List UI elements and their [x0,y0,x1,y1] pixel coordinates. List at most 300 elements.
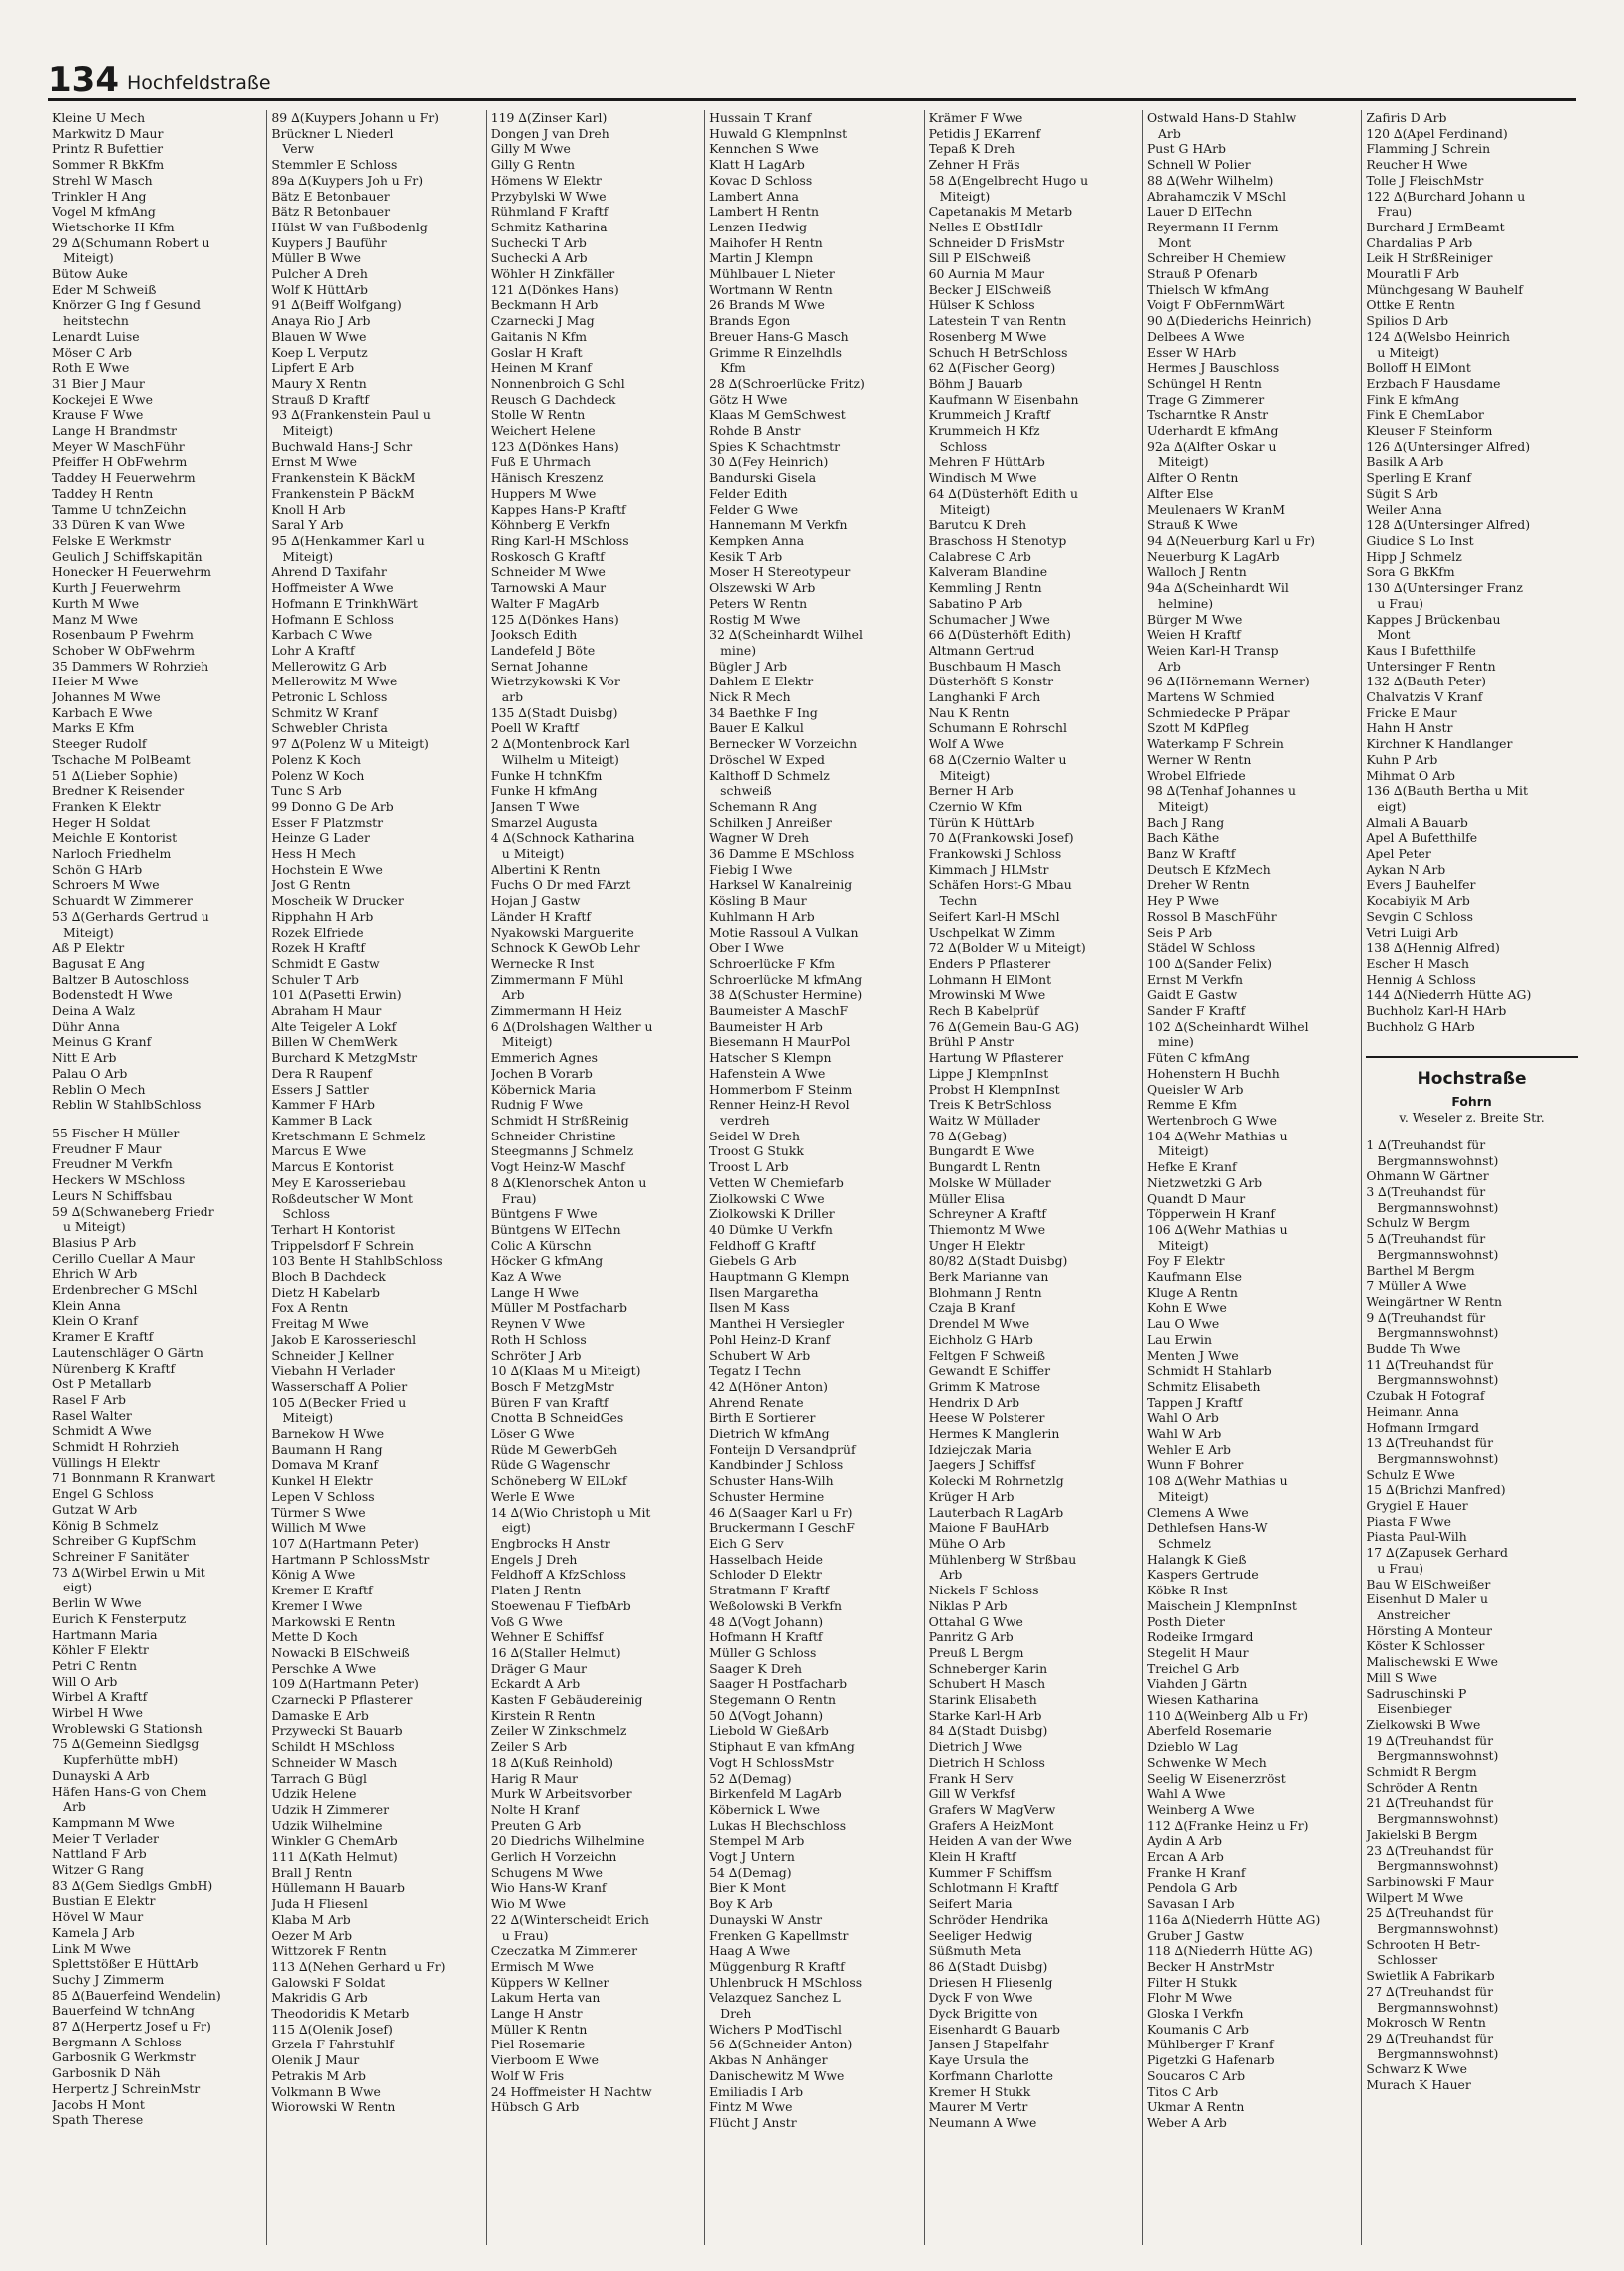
directory-entry: Kohn E Wwe [1146,1300,1227,1316]
directory-entry: Nick R Mech [709,689,791,705]
directory-entry: Nowacki B ElSchweiß [271,1644,410,1660]
directory-entry: Giebels G Arb [709,1253,797,1269]
directory-entry: Dröschel W Exped [709,751,825,767]
directory-entry: Kaus I Bufetthilfe [1366,642,1476,658]
directory-entry: Garbosnik G Werkmstr [52,2049,196,2065]
directory-entry: Kesik T Arb [709,548,783,564]
directory-entry: 62 ∆(Fischer Georg) [928,360,1056,376]
directory-entry: Engbrocks H Anstr [490,1535,610,1551]
directory-entry: Franke H Kranf [1146,1864,1246,1880]
directory-entry: Wahl A Wwe [1146,1786,1226,1802]
directory-entry: Quandt D Maur [1146,1190,1246,1206]
directory-entry: Krüger H Arb [928,1488,1015,1504]
directory-entry: Panritz G Arb [928,1629,1014,1645]
directory-entry: Schneider M Wwe [490,564,606,580]
directory-entry: Bungardt E Wwe [928,1143,1035,1159]
directory-entry: Wahl O Arb [1146,1410,1219,1426]
directory-entry: Hennig A Schloss [1366,971,1476,987]
directory-entry: Kupferhütte mbH) [63,1752,179,1768]
directory-entry: Wroblewski G Stationsh [52,1720,203,1736]
directory-entry: Roth H Schloss [490,1331,587,1347]
directory-entry: Kockejei E Wwe [52,391,153,407]
directory-entry: Müller K Rentn [490,2021,588,2037]
directory-entry: Ostwald Hans-D Stahlw [1146,110,1297,125]
directory-entry: Kuhlmann H Arb [709,908,815,924]
directory-entry: 100 ∆(Sander Felix) [1146,955,1273,971]
directory-entry: 46 ∆(Saager Karl u Fr) [709,1504,853,1520]
directory-entry: Brückner L Niederl [271,125,394,141]
directory-entry: Viahden J Gärtn [1146,1676,1248,1692]
directory-entry: Bolloff H ElMont [1366,360,1471,376]
directory-entry: Dräger G Maur [490,1660,587,1676]
directory-entry: 91 ∆(Beiff Wolfgang) [271,297,402,313]
directory-entry: Vüllings H Elektr [52,1454,160,1470]
directory-entry: 118 ∆(Niederrh Hütte AG) [1146,1943,1313,1959]
directory-entry: 1 ∆(Treuhandst für [1366,1136,1486,1152]
directory-entry: Eich G Serv [709,1535,784,1551]
directory-entry: Ottahal G Wwe [928,1613,1023,1629]
directory-entry: Remme E Kfm [1146,1097,1237,1113]
directory-entry: Klein Anna [52,1297,121,1313]
directory-entry: Voß G Wwe [490,1613,563,1629]
directory-entry: Miteigt) [1157,454,1209,470]
directory-entry: arb [501,689,524,705]
directory-entry: 51 ∆(Lieber Sophie) [52,767,178,783]
directory-entry: Kuypers J Bauführ [271,234,387,250]
directory-entry: Jooksch Edith [490,627,578,643]
directory-entry: Dietrich J Wwe [928,1739,1023,1755]
directory-entry: Aykan N Arb [1366,861,1446,877]
directory-entry: 28 ∆(Schroerlücke Fritz) [709,375,865,391]
directory-entry: Waterkamp F Schrein [1146,736,1284,752]
directory-entry: 70 ∆(Frankowski Josef) [928,830,1074,846]
directory-entry: Driesen H Fliesenlg [928,1974,1053,1990]
directory-entry: Bergmannswohnst) [1377,1372,1499,1388]
directory-entry: 11 ∆(Treuhandst für [1366,1356,1494,1372]
directory-entry: Zielkowski B Wwe [1366,1716,1481,1732]
directory-entry: Weichert Helene [490,423,596,439]
directory-entry: Marcus E Kontorist [271,1159,394,1175]
directory-entry: Feldhoff G Kraftf [709,1237,816,1253]
directory-entry: Schumann E Rohrschl [928,720,1067,736]
directory-entry: Freudner F Maur [52,1140,162,1156]
street-subheading: v. Weseler z. Breite Str. [1399,1110,1545,1126]
directory-entry: Nitt E Arb [52,1050,117,1066]
directory-entry: Fuß E Uhrmach [490,454,591,470]
directory-entry: 85 ∆(Bauerfeind Wendelin) [52,1987,221,2003]
directory-entry: Heckers W MSchloss [52,1172,186,1188]
directory-entry: Müller Elisa [928,1190,1006,1206]
directory-entry: Buchholz Karl-H HArb [1366,1003,1507,1019]
directory-entry: 95 ∆(Henkammer Karl u [271,532,425,548]
directory-entry: Schneider D FrisMstr [928,234,1065,250]
directory-entry: 3 ∆(Treuhandst für [1366,1184,1486,1199]
directory-entry: 94a ∆(Scheinhardt Wil [1146,580,1289,596]
directory-entry: Wiorowski W Rentn [271,2099,396,2115]
directory-entry: 72 ∆(Bolder W u Miteigt) [928,940,1086,956]
page-number: 134 [48,60,119,100]
directory-entry: Zeiler W Zinkschmelz [490,1723,627,1739]
directory-entry: Eckardt A Arb [490,1676,581,1692]
directory-entry: Wöhler H Zinkfäller [490,266,615,282]
directory-entry: Deina A Walz [52,1003,135,1019]
directory-entry: Strauß K Wwe [1146,517,1238,533]
directory-entry: 73 ∆(Wirbel Erwin u Mit [52,1564,205,1580]
directory-entry: Rosenbaum P Fwehrm [52,627,194,643]
directory-entry: Apel A Bufetthilfe [1366,830,1478,846]
directory-entry: Schloss [939,438,988,454]
directory-entry: Flohr M Wwe [1146,1990,1233,2006]
directory-entry: 104 ∆(Wehr Mathias u [1146,1128,1288,1143]
directory-entry: Arb [1157,125,1181,141]
directory-entry: Bügler J Arb [709,658,788,674]
directory-entry: Windisch M Wwe [928,470,1037,486]
directory-entry: Kirstein R Rentn [490,1707,596,1723]
directory-entry: Rostig M Wwe [709,611,801,627]
directory-entry: 130 ∆(Untersinger Franz [1366,580,1523,596]
directory-entry: Schröder Hendrika [928,1911,1049,1927]
directory-entry: Kalveram Blandine [928,564,1048,580]
directory-entry: Preuten G Arb [490,1817,582,1833]
directory-entry: Vogt H SchlossMstr [709,1754,834,1770]
directory-entry: Thielsch W kfmAng [1146,281,1270,297]
directory-entry: Süßmuth Meta [928,1943,1022,1959]
directory-entry: Schloder D Elektr [709,1567,822,1583]
directory-entry: Schäfen Horst-G Mbau [928,877,1072,893]
directory-entry: Pohl Heinz-D Kranf [709,1331,831,1347]
directory-entry: Renner Heinz-H Revol [709,1097,850,1113]
directory-entry: Polenz K Koch [271,751,361,767]
directory-entry: Ziolkowski C Wwe [709,1190,825,1206]
directory-entry: Kennchen S Wwe [709,141,819,157]
directory-entry: Hafenstein A Wwe [709,1065,826,1081]
directory-entry: Maurer M Vertr [928,2099,1028,2115]
directory-entry: Meyer W MaschFühr [52,438,185,454]
directory-entry: Neumann A Wwe [928,2115,1037,2130]
directory-entry: 7 Müller A Wwe [1366,1278,1467,1294]
directory-entry: Chardalias P Arb [1366,234,1473,250]
directory-entry: Mill S Wwe [1366,1669,1437,1685]
directory-entry: Damaske E Arb [271,1707,369,1723]
directory-entry: Hülst W van Fußbodenlg [271,219,428,234]
directory-entry: Kleine U Mech [52,110,146,125]
directory-entry: Treichel G Arb [1146,1660,1240,1676]
directory-entry: 89a ∆(Kuypers Joh u Fr) [271,172,424,188]
directory-entry: Karbach E Wwe [52,704,153,720]
directory-entry: Fonteijn D Versandprüf [709,1441,856,1457]
directory-entry: Will O Arb [52,1673,118,1689]
directory-entry: Höcker G kfmAng [490,1253,604,1269]
directory-entry: Abraham H Maur [271,1003,382,1019]
directory-entry: Bätz R Betonbauer [271,204,391,220]
directory-entry: Petri C Rentn [52,1657,137,1673]
directory-entry: Heimann Anna [1366,1403,1459,1419]
directory-entry: Strauß P Ofenarb [1146,266,1258,282]
directory-entry: Tunc S Arb [271,783,342,799]
directory-entry: Becker H AnstrMstr [1146,1958,1274,1974]
directory-entry: Lange H Brandmstr [52,423,177,439]
directory-entry: 93 ∆(Frankenstein Paul u [271,407,431,423]
directory-entry: Sander F Kraftf [1146,1003,1246,1019]
directory-entry: Palau O Arb [52,1065,128,1081]
directory-entry: Flücht J Anstr [709,2115,797,2130]
directory-entry: Berner H Arb [928,783,1014,799]
directory-entry: Albertini K Rentn [490,861,601,877]
directory-entry: 92a ∆(Alfter Oskar u [1146,438,1277,454]
directory-entry: 29 ∆(Treuhandst für [1366,2030,1494,2045]
directory-entry: Landefeld J Böte [490,642,596,658]
directory-entry: 111 ∆(Kath Helmut) [271,1849,398,1865]
directory-entry: Seidel W Dreh [709,1128,800,1143]
directory-entry: Klein O Kranf [52,1313,138,1329]
directory-entry: Marks E Kfm [52,720,135,736]
directory-entry: Grygiel E Hauer [1366,1498,1468,1514]
directory-entry: Udzik Helene [271,1786,357,1802]
directory-entry: 116a ∆(Niederrh Hütte AG) [1146,1911,1321,1927]
directory-entry: Nickels F Schloss [928,1583,1039,1598]
directory-entry: Stempel M Arb [709,1833,805,1849]
directory-entry: Jakielski B Bergm [1366,1826,1478,1842]
directory-entry: Bernecker W Vorzeichn [709,736,858,752]
directory-entry: Hauptmann G Klempn [709,1269,850,1285]
directory-entry: Tarrach G Bügl [271,1770,367,1786]
directory-entry: Saager H Postfacharb [709,1676,848,1692]
directory-entry: Köbernick L Wwe [709,1801,820,1817]
directory-entry: Bungardt L Rentn [928,1159,1041,1175]
directory-entry: Tappen J Kraftf [1146,1394,1243,1410]
directory-entry: Birth E Sortierer [709,1410,816,1426]
directory-entry: Birkenfeld M LagArb [709,1786,842,1802]
directory-entry: 30 ∆(Fey Heinrich) [709,454,829,470]
directory-entry: Frank H Serv [928,1770,1014,1786]
directory-entry: 29 ∆(Schumann Robert u [52,234,210,250]
directory-entry: Klatt H LagArb [709,157,805,173]
directory-entry: verdreh [720,1113,770,1128]
directory-entry: Ehrich W Arb [52,1266,138,1282]
directory-entry: Blauen W Wwe [271,328,367,344]
directory-entry: Biesemann H MaurPol [709,1034,851,1050]
directory-entry: Czernio W Kfm [928,798,1023,814]
directory-entry: Schuch H BetrSchloss [928,344,1068,360]
directory-entry: Domava M Kranf [271,1457,379,1473]
directory-entry: Kolecki M Rohrnetzlg [928,1473,1064,1489]
directory-entry: Schubert W Arb [709,1347,811,1363]
directory-entry: Rasel Walter [52,1407,132,1423]
directory-entry: Makridis G Arb [271,1990,368,2006]
directory-entry: Müller B Wwe [271,250,361,266]
directory-entry: Juda H Fliesenl [271,1896,368,1912]
directory-entry: Miteigt) [1157,1237,1209,1253]
directory-entry: Bergmannswohnst) [1377,1999,1499,2015]
directory-entry: Schroers M Wwe [52,877,160,893]
directory-entry: König B Schmelz [52,1517,159,1533]
directory-entry: Kaufmann W Eisenbahn [928,391,1079,407]
directory-entry: Menten J Wwe [1146,1347,1239,1363]
directory-entry: helmine) [1157,595,1214,611]
directory-entry: Bodenstedt H Wwe [52,987,173,1003]
directory-entry: Alfter Else [1146,485,1214,501]
directory-columns [48,110,1580,2245]
directory-entry: Hochstein E Wwe [271,861,383,877]
directory-entry: Bau W ElSchweißer [1366,1576,1491,1591]
directory-entry: Buchwald Hans-J Schr [271,438,413,454]
directory-entry: Pulcher A Dreh [271,266,368,282]
directory-entry: Untersinger F Rentn [1366,658,1496,674]
directory-entry: Almali A Bauarb [1366,814,1468,830]
directory-entry: Miteigt) [1157,1488,1209,1504]
directory-entry: Jansen T Wwe [490,798,580,814]
directory-entry: Walter F MagArb [490,595,600,611]
directory-entry: 25 ∆(Treuhandst für [1366,1905,1494,1921]
directory-entry: Heinze G Lader [271,830,370,846]
directory-entry: Niklas P Arb [928,1597,1008,1613]
directory-entry: Frau) [501,1190,537,1206]
directory-entry: Honecker H Feuerwehrm [52,564,212,580]
directory-entry: Hermes J Bauschloss [1146,360,1280,376]
directory-entry: Mihmat O Arb [1366,767,1455,783]
directory-entry: Koumanis C Arb [1146,2021,1249,2037]
directory-entry: Thiemontz M Wwe [928,1221,1046,1237]
directory-entry: mine) [720,642,757,658]
directory-entry: Schreyner A Kraftf [928,1206,1047,1222]
directory-entry: u Frau) [1377,1560,1423,1576]
directory-entry: Baumeister A MaschF [709,1003,849,1019]
directory-entry: Vetten W Chemiefarb [709,1174,844,1190]
directory-entry: Büntgens F Wwe [490,1206,598,1222]
directory-entry: Nau K Rentn [928,704,1010,720]
directory-entry: Abrahamczik V MSchl [1146,188,1287,204]
directory-entry: Töpperwein H Kranf [1146,1206,1276,1222]
directory-entry: Wolf A Wwe [928,736,1004,752]
directory-entry: Herpertz J SchreinMstr [52,2080,201,2096]
directory-entry: Markowski E Rentn [271,1613,396,1629]
directory-entry: Czubak H Fotograf [1366,1388,1485,1404]
directory-entry: Wunn F Bohrer [1146,1457,1244,1473]
directory-entry: Schreiber H Chemiew [1146,250,1286,266]
directory-entry: Schuardt W Zimmerer [52,893,193,909]
directory-entry: Dyck Brigitte von [928,2006,1038,2022]
directory-entry: Baumeister H Arb [709,1018,823,1034]
directory-entry: Meichle E Kontorist [52,830,178,846]
directory-column [1142,110,1361,2245]
directory-entry: Taddey H Feuerwehrm [52,470,196,486]
directory-entry: Baumann H Rang [271,1441,383,1457]
directory-entry: Wio Hans-W Kranf [490,1880,607,1896]
directory-entry: Arb [501,987,525,1003]
directory-entry: Möser C Arb [52,344,132,360]
directory-entry: Weien Karl-H Transp [1146,642,1279,658]
directory-entry: Schrooten H Betr- [1366,1936,1481,1952]
directory-entry: Voigt F ObFernmWärt [1146,297,1285,313]
directory-entry: Vetri Luigi Arb [1366,924,1459,940]
directory-entry: 48 ∆(Vogt Johann) [709,1613,824,1629]
directory-entry: Anstreicher [1377,1606,1451,1622]
directory-entry: Engels J Dreh [490,1551,578,1567]
directory-entry: Eurich K Fensterputz [52,1610,187,1626]
directory-entry: Jansen J Stapelfahr [928,2037,1049,2052]
directory-entry: 121 ∆(Dönkes Hans) [490,281,619,297]
directory-entry: Uhlenbruck H MSchloss [709,1974,863,1990]
directory-entry: Suchecki T Arb [490,234,587,250]
directory-entry: Langhanki F Arch [928,689,1041,705]
directory-entry: Leurs N Schiffsbau [52,1187,173,1203]
directory-entry: Kasten F Gebäudereinig [490,1692,643,1708]
directory-entry: Pigetzki G Hafenarb [1146,2052,1275,2068]
directory-entry: Kaye Ursula the [928,2052,1029,2068]
directory-entry: Hefke E Kranf [1146,1159,1237,1175]
directory-entry: Zafiris D Arb [1366,110,1447,125]
directory-entry: Haag A Wwe [709,1943,791,1959]
directory-entry: Sora G BkKfm [1366,564,1455,580]
directory-entry: Lau Erwin [1146,1331,1213,1347]
directory-entry: Schubert H Masch [928,1676,1046,1692]
directory-entry: Harksel W Kanalreinig [709,877,853,893]
directory-entry: Unger H Elektr [928,1237,1025,1253]
directory-entry: Jochen B Vorarb [490,1065,593,1081]
directory-entry: 59 ∆(Schwaneberg Friedr [52,1203,214,1219]
directory-entry: Dongen J van Dreh [490,125,609,141]
directory-entry: 19 ∆(Treuhandst für [1366,1732,1494,1748]
directory-entry: Manz M Wwe [52,611,138,627]
directory-entry: Kempken Anna [709,532,805,548]
directory-entry: Schuster Hermine [709,1488,825,1504]
directory-entry: Wertenbroch G Wwe [1146,1113,1277,1128]
directory-entry: Schilken J Anreißer [709,814,832,830]
directory-entry: Mellerowitz G Arb [271,658,387,674]
directory-entry: 126 ∆(Untersinger Alfred) [1366,438,1531,454]
directory-entry: Brall J Rentn [271,1864,353,1880]
directory-entry: Neuerburg K LagArb [1146,548,1280,564]
directory-entry: Sevgin C Schloss [1366,908,1473,924]
directory-entry: Seelig W Eisenerzröst [1146,1770,1286,1786]
directory-entry: 68 ∆(Czernio Walter u [928,751,1067,767]
directory-entry: Moser H Stereotypeur [709,564,851,580]
directory-entry: Rasel F Arb [52,1391,126,1407]
directory-entry: Wehner E Schiffsf [490,1629,604,1645]
directory-entry: Wernecke R Inst [490,955,595,971]
directory-entry: Frankowski J Schloss [928,846,1062,862]
directory-entry: Hofmann E Schloss [271,611,394,627]
directory-entry: Klaas M GemSchwest [709,407,846,423]
street-subheading: Fohrn [1451,1094,1492,1110]
directory-entry: Nürenberg K Kraftf [52,1360,176,1376]
directory-entry: Bach Käthe [1146,830,1220,846]
directory-entry: Tschache M PolBeamt [52,751,191,767]
directory-entry: Lauterbach R LagArb [928,1504,1064,1520]
directory-entry: Olszewski W Arb [709,580,816,596]
directory-entry: Hövel W Maur [52,1909,144,1925]
directory-entry: Jost G Rentn [271,877,351,893]
directory-entry: Bätz E Betonbauer [271,188,390,204]
directory-entry: 94 ∆(Neuerburg Karl u Fr) [1146,532,1316,548]
directory-entry: Hendrix D Arb [928,1394,1020,1410]
directory-entry: Schmidt R Bergm [1366,1764,1477,1780]
directory-entry: Ahrend Renate [709,1394,804,1410]
directory-entry: Erzbach F Hausdame [1366,375,1501,391]
directory-entry: Schwenke W Mech [1146,1754,1267,1770]
directory-entry: Kappes J Brückenbau [1366,611,1501,627]
directory-entry: Franken K Elektr [52,798,161,814]
directory-entry: Rech B Kabelprüf [928,1003,1039,1019]
directory-entry: Ukmar A Rentn [1146,2099,1245,2115]
directory-entry: Anaya Rio J Arb [271,313,371,329]
directory-entry: Wietrzykowski K Vor [490,674,620,689]
directory-entry: Wirbel A Kraftf [52,1689,148,1705]
directory-entry: Stiphaut E van kfmAng [709,1739,855,1755]
directory-entry: Markwitz D Maur [52,125,164,141]
directory-entry: Bauer E Kalkul [709,720,804,736]
directory-entry: Wittzorek F Rentn [271,1943,387,1959]
